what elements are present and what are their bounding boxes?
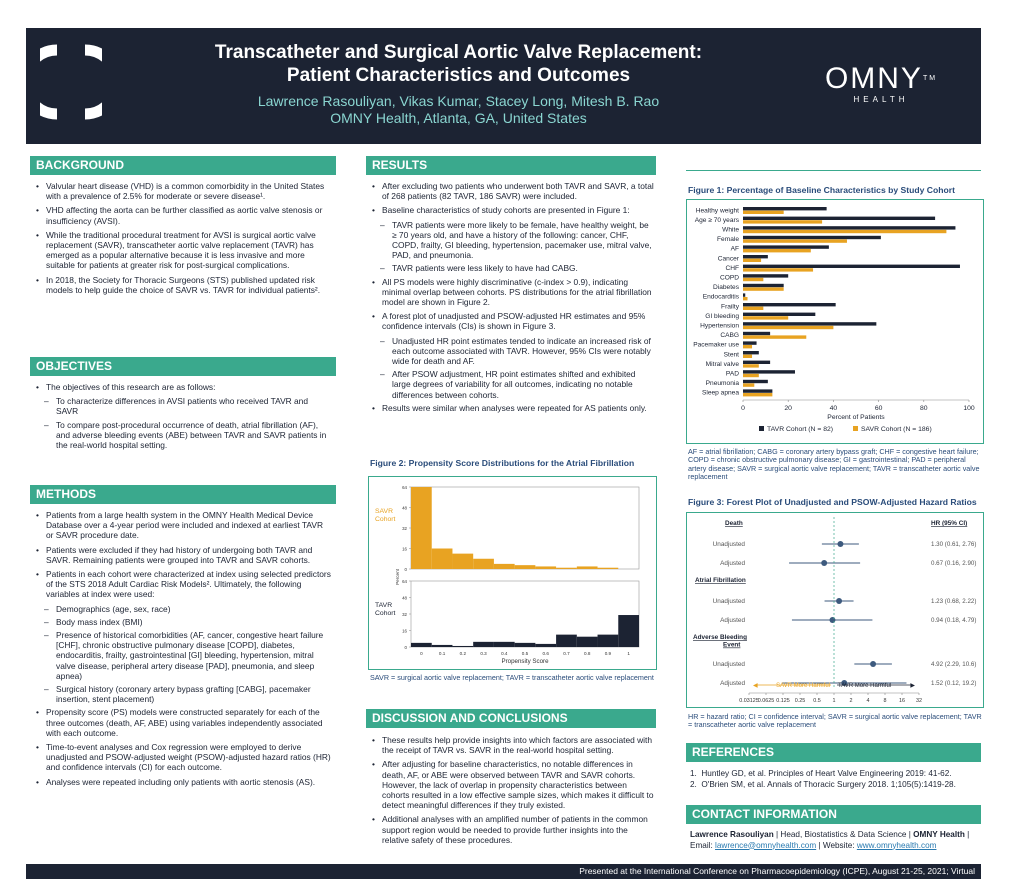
- tavr-histogram-bar: [556, 635, 577, 647]
- reference-item: 1. Huntley GD, et al. Principles of Heart Valve Engineering 2019: 41-62.: [690, 769, 952, 778]
- list-subitem: – Surgical history (coronary artery bypass grafting [CABG], pacemaker insertion, stent placement): [36, 684, 332, 704]
- tavr-bar: [743, 226, 955, 229]
- list-subitem: – To characterize differences in AVSI patients who received TAVR and SAVR: [36, 396, 332, 416]
- contact-org: OMNY Health: [913, 830, 965, 839]
- fig1-box: [686, 199, 984, 444]
- hr-point: [836, 598, 842, 604]
- list-item: • Patients were excluded if they had history of undergoing both TAVR and SAVR. Remaining patients were grouped into TAVR and SAVR cohorts.: [36, 545, 332, 565]
- hr-value: 0.67 (0.16, 2.90): [931, 560, 977, 567]
- footer-bar: Presented at the International Conference on Pharmacoepidemiology (ICPE), August 21-25, 2021; Virtual: [26, 864, 981, 879]
- y-tick-label: 0: [404, 566, 407, 572]
- fig3-caption: HR = hazard ratio; CI = confidence interval; SAVR = surgical aortic valve replacement; TAVR = transcatheter aortic valve replacement: [688, 712, 982, 730]
- savr-bar: [743, 239, 847, 242]
- fig1-title: Figure 1: Percentage of Baseline Characteristics by Study Cohort: [688, 185, 955, 195]
- x-tick-label: 0.2: [459, 651, 467, 656]
- y-tick-label: 32: [402, 525, 407, 531]
- row-label: Unadjusted: [712, 661, 745, 668]
- hr-column-header: HR (95% CI): [931, 520, 968, 527]
- x-tick-label: 16: [899, 698, 905, 704]
- x-axis-label: Percent of Patients: [827, 414, 885, 421]
- y-tick-label: 16: [402, 628, 407, 634]
- savr-bar: [743, 268, 813, 271]
- category-label: Mitral valve: [705, 360, 739, 368]
- tavr-histogram-bar: [618, 615, 639, 647]
- hr-value: 1.30 (0.61, 2.76): [931, 541, 977, 548]
- category-label: Healthy weight: [695, 207, 739, 215]
- y-tick-label: 64: [402, 484, 407, 490]
- x-tick-label: 1: [832, 698, 836, 704]
- savr-bar: [743, 249, 811, 252]
- list-subitem: – Presence of historical comorbidities (AF, cancer, congestive heart failure [CHF], chronic obstructive pulmonary disease [COPD], diabetes, endocarditis, frailty, gastrointestinal [GI] bleeding, hypertension, mitral valve disease, peripheral artery disease [PAD], pneumonia, and sleep apnea): [36, 630, 332, 681]
- tavr-bar: [743, 207, 827, 210]
- savr-histogram-bar: [411, 487, 432, 569]
- hr-point: [821, 560, 827, 566]
- category-label: Frailty: [721, 303, 739, 311]
- tavr-histogram-bar: [452, 646, 473, 647]
- savr-bar: [743, 259, 761, 262]
- savr-histogram-bar: [432, 549, 453, 570]
- contact-sep: |: [964, 830, 970, 839]
- list-item: • VHD affecting the aorta can be further classified as aortic valve stenosis or insufficiency (AVSI).: [36, 205, 332, 225]
- category-label: White: [722, 226, 739, 234]
- group-label: Death: [725, 520, 743, 527]
- savr-histogram-bar: [515, 565, 536, 569]
- omny-ring-logo: [40, 42, 102, 122]
- tavr-bar: [743, 265, 960, 268]
- savr-more-harmful: SAVR More Harmful: [776, 683, 830, 689]
- x-tick-label: 0.6: [542, 651, 549, 656]
- tavr-bar: [743, 293, 745, 296]
- fig3-title: Figure 3: Forest Plot of Unadjusted and PSOW-Adjusted Hazard Ratios: [688, 497, 977, 507]
- x-tick-label: 0.8: [583, 651, 591, 656]
- category-label: PAD: [725, 370, 739, 378]
- list-item: • Additional analyses with an amplified number of patients in the common support region would be needed to provide further insights into the relative safety of these procedures.: [372, 814, 654, 845]
- savr-bar: [743, 393, 772, 396]
- group-label: Adverse Bleeding: [693, 634, 747, 641]
- list-item: • Patients in each cohort were characterized at index using selected predictors of the STS 2018 Adult Cardiac Risk Models². Ultimately, the following variables at index were used:: [36, 569, 332, 600]
- y-tick-label: 0: [404, 644, 407, 650]
- category-label: CHF: [725, 264, 739, 272]
- x-tick-label: 100: [963, 405, 975, 412]
- hr-value: 1.52 (0.12, 19.2): [931, 680, 977, 687]
- row-label: Adjusted: [720, 617, 745, 624]
- panel-label-line2: Cohort: [375, 516, 396, 523]
- tavr-bar: [743, 284, 784, 287]
- title-line-2: Patient Characteristics and Outcomes: [286, 65, 631, 86]
- x-tick-label: 0.9: [604, 651, 612, 656]
- authors: Lawrence Rasouliyan, Vikas Kumar, Stacey Long, Mitesh B. Rao: [257, 93, 660, 109]
- x-tick-label: 32: [916, 698, 922, 704]
- category-label: CABG: [720, 332, 739, 340]
- savr-histogram-bar: [452, 554, 473, 569]
- x-tick-label: 0.7: [563, 651, 570, 656]
- savr-bar: [743, 307, 763, 310]
- discussion-heading: DISCUSSION AND CONCLUSIONS: [366, 709, 656, 728]
- hr-value: 1.23 (0.68, 2.22): [931, 598, 977, 605]
- website-link[interactable]: www.omnyhealth.com: [856, 840, 937, 850]
- contact-heading: CONTACT INFORMATION: [686, 805, 981, 824]
- reference-item: 2. O'Brien SM, et al. Annals of Thoracic Surgery 2018. 1;105(5):1419-28.: [690, 780, 956, 789]
- group-label: Atrial Fibrillation: [695, 577, 746, 584]
- list-item: • The objectives of this research are as follows:: [36, 382, 332, 392]
- brand-subtitle: HEALTH: [853, 95, 909, 104]
- tavr-histogram-bar: [432, 645, 453, 647]
- fig3-box: [686, 512, 984, 708]
- tavr-histogram-bar: [535, 644, 556, 647]
- list-item: • A forest plot of unadjusted and PSOW-adjusted HR estimates and 95% confidence intervals (CIs) is shown in Figure 3.: [372, 311, 654, 331]
- list-subitem: – After PSOW adjustment, HR point estimates shifted and exhibited large degrees of variability for all outcomes, indicating no notable differences between cohorts.: [372, 369, 654, 400]
- tavr-bar: [743, 351, 759, 354]
- legend-label-tavr: TAVR Cohort (N = 82): [767, 426, 834, 433]
- contact-role: | Head, Biostatistics & Data Science |: [773, 830, 914, 839]
- tavr-more-harmful: TAVR More Harmful: [838, 683, 892, 689]
- x-tick-label: 0.5: [521, 651, 529, 656]
- tavr-histogram-bar: [411, 643, 432, 647]
- references-list: [690, 768, 982, 790]
- list-item: • In 2018, the Society for Thoracic Surgeons (STS) published updated risk models to help guide the choice of SAVR vs. TAVR for individual patients².: [36, 275, 332, 295]
- title-line-1: Transcatheter and Surgical Aortic Valve Replacement:: [214, 42, 703, 63]
- x-axis-label: Propensity Score: [501, 658, 549, 665]
- poster-header: [26, 28, 981, 144]
- tavr-bar: [743, 303, 836, 306]
- category-label: Stent: [723, 351, 739, 359]
- omny-health-logo: [811, 64, 951, 104]
- tavr-arrow-head: ▶: [910, 683, 915, 689]
- methods-body: [36, 510, 332, 791]
- tavr-bar: [743, 380, 768, 383]
- background-list: [36, 181, 332, 295]
- savr-histogram-bar: [494, 564, 515, 569]
- category-label: Pneumonia: [705, 380, 739, 388]
- x-tick-label: 0: [420, 651, 423, 656]
- hr-point: [870, 661, 876, 667]
- references-heading: REFERENCES: [686, 743, 981, 762]
- savr-bar: [743, 287, 784, 290]
- discussion-body: [372, 735, 654, 849]
- row-label: Adjusted: [720, 680, 745, 687]
- x-tick-label: 0.3: [480, 651, 487, 656]
- category-label: Female: [717, 236, 739, 244]
- savr-bar: [743, 345, 752, 348]
- objectives-list: [36, 382, 332, 450]
- x-tick-label: 40: [829, 405, 838, 412]
- background-heading: BACKGROUND: [30, 156, 336, 175]
- category-label: Hypertension: [700, 322, 739, 330]
- tavr-histogram-bar: [515, 643, 536, 647]
- hr-value: 0.94 (0.18, 4.79): [931, 617, 977, 624]
- panel-label-line1: TAVR: [375, 602, 393, 609]
- list-item: • All PS models were highly discriminative (c-index > 0.9), indicating minimal overlap between cohorts. PS distributions for the atrial fibrillation model are shown in Figure 2.: [372, 277, 654, 308]
- tavr-bar: [743, 370, 795, 373]
- x-tick-label: 60: [874, 405, 883, 412]
- column3-divider: [686, 170, 981, 171]
- hr-value: 4.92 (2.29, 10.6): [931, 661, 977, 668]
- list-subitem: – Demographics (age, sex, race): [36, 604, 332, 614]
- poster-title: [136, 41, 781, 87]
- background-body: [36, 181, 332, 299]
- x-tick-label: 0: [741, 405, 745, 412]
- methods-heading: METHODS: [30, 485, 336, 504]
- brand-trademark: TM: [922, 75, 938, 82]
- savr-bar: [743, 326, 833, 329]
- discussion-list: [372, 735, 654, 845]
- category-label: Age ≥ 70 years: [694, 216, 739, 224]
- x-tick-label: 80: [920, 405, 928, 412]
- propensity-histogram: [369, 477, 656, 669]
- category-label: AF: [730, 245, 739, 253]
- affiliation: OMNY Health, Atlanta, GA, United States: [330, 110, 587, 126]
- results-list: [372, 181, 654, 413]
- forest-plot: [687, 513, 983, 707]
- list-item: • Propensity score (PS) models were constructed separately for each of the three outcomes (death, AF, ABE) using variables independently associated with each outcome.: [36, 707, 332, 738]
- list-item: • Patients from a large health system in the OMNY Health Medical Device Database over a 4-year period were included and indexed at earliest TAVR or SAVR procedure date.: [36, 510, 332, 541]
- legend-label-savr: SAVR Cohort (N = 186): [861, 426, 932, 433]
- savr-histogram-bar: [473, 559, 494, 569]
- list-item: • These results help provide insights into which factors are associated with the receipt of TAVR vs. SAVR in the real-world hospital setting.: [372, 735, 654, 755]
- list-subitem: – Unadjusted HR point estimates tended to indicate an increased risk of each outcome associated with TAVR. However, 95% CIs were notably wide for death and AF.: [372, 336, 654, 367]
- y-tick-label: 32: [402, 611, 407, 617]
- baseline-bar-chart: [687, 200, 983, 443]
- tavr-bar: [743, 313, 815, 316]
- tavr-bar: [743, 274, 788, 277]
- x-tick-label: 0.4: [501, 651, 508, 656]
- category-label: COPD: [719, 274, 739, 282]
- results-body: [372, 181, 654, 417]
- list-item: • After adjusting for baseline characteristics, no notable differences in death, AF, or ABE were observed between TAVR and SAVR cohorts. However, the lack of overlap in propensity characteristics between cohorts resulted in a low effective sample sizes, which makes it difficult to detect meaningful differences if they truly existed.: [372, 759, 654, 810]
- fig2-caption: SAVR = surgical aortic valve replacement; TAVR = transcatheter aortic valve replacement: [370, 673, 654, 682]
- list-item: • Valvular heart disease (VHD) is a common comorbidity in the United States with a prevalence of 2.5% for moderate or severe disease¹.: [36, 181, 332, 201]
- y-tick-label: 64: [402, 578, 407, 584]
- legend-swatch-tavr: [759, 426, 764, 431]
- objectives-heading: OBJECTIVES: [30, 357, 336, 376]
- savr-bar: [743, 211, 784, 214]
- x-tick-label: 2: [849, 698, 853, 704]
- list-item: • Baseline characteristics of study cohorts are presented in Figure 1:: [372, 205, 654, 215]
- x-tick-label: 0.1: [438, 651, 446, 656]
- category-label: GI bleeding: [705, 312, 739, 320]
- savr-histogram-bar: [577, 566, 598, 569]
- group-label-line2: Event: [723, 641, 741, 649]
- tavr-histogram-bar: [494, 642, 515, 647]
- tavr-bar: [743, 245, 829, 248]
- x-tick-label: 4: [866, 698, 870, 704]
- legend-swatch-savr: [853, 426, 858, 431]
- savr-bar: [743, 230, 946, 233]
- list-subitem: – TAVR patients were less likely to have had CABG.: [372, 263, 654, 273]
- x-tick-label: 0.5: [813, 698, 821, 704]
- results-heading: RESULTS: [366, 156, 656, 175]
- tavr-bar: [743, 332, 770, 335]
- savr-histogram-bar: [535, 566, 556, 569]
- fig1-caption: AF = atrial fibrillation; CABG = coronary artery bypass graft; CHF = congestive heart failure; COPD = chronic obstructive pulmonary disease; GI = gastrointestinal; PAD = peripheral artery disease; SAVR = surgical aortic valve replacement; TAVR = transcatheter aortic valve replacement: [688, 447, 980, 482]
- tavr-histogram-bar: [473, 642, 494, 647]
- list-item: • While the traditional procedural treatment for AVSI is surgical aortic valve replacement (SAVR), transcatheter aortic valve replacement (TAVR) has emerged as a popular alternative because it is less invasive and more suitable for patients at greater risk for post-surgical complications.: [36, 230, 332, 271]
- fig2-box: [368, 476, 657, 670]
- tavr-histogram-bar: [577, 637, 598, 647]
- y-tick-label: 48: [402, 505, 407, 511]
- x-tick-label: 0.25: [794, 698, 806, 704]
- savr-bar: [743, 374, 759, 377]
- y-axis-label: Percent: [395, 569, 400, 585]
- tavr-bar: [743, 236, 881, 239]
- category-label: Cancer: [717, 255, 739, 263]
- hr-point: [829, 617, 835, 623]
- tavr-bar: [743, 361, 770, 364]
- tavr-histogram-bar: [598, 635, 619, 647]
- category-label: Pacemaker use: [693, 341, 739, 349]
- fig2-title: Figure 2: Propensity Score Distributions for the Atrial Fibrillation: [370, 458, 635, 468]
- savr-bar: [743, 278, 763, 281]
- list-subitem: – To compare post-procedural occurrence of death, atrial fibrillation (AF), and adverse bleeding events (ABE) between TAVR and SAVR patients in the real-world hospital setting.: [36, 420, 332, 451]
- hr-point: [837, 541, 843, 547]
- row-label: Adjusted: [720, 560, 745, 567]
- row-label: Unadjusted: [712, 598, 745, 605]
- list-item: • Analyses were repeated including only patients with aortic stenosis (AS).: [36, 777, 332, 787]
- author-block: [136, 93, 781, 127]
- email-link[interactable]: lawrence@omnyhealth.com: [715, 840, 817, 850]
- x-tick-label: 20: [784, 405, 792, 412]
- website-label: | Website:: [816, 840, 857, 850]
- savr-histogram-bar: [598, 568, 619, 569]
- x-tick-label: 0.0625: [757, 698, 775, 704]
- savr-bar: [743, 335, 806, 338]
- panel-label-line2: Cohort: [375, 610, 396, 617]
- email-label: Email:: [690, 840, 716, 850]
- contact-name: Lawrence Rasouliyan: [690, 830, 774, 839]
- x-tick-label: 1: [627, 651, 630, 656]
- list-item: • After excluding two patients who underwent both TAVR and SAVR, a total of 268 patients (82 TAVR, 186 SAVR) were included.: [372, 181, 654, 201]
- tavr-bar: [743, 322, 876, 325]
- tavr-bar: [743, 217, 935, 220]
- y-tick-label: 16: [402, 546, 407, 552]
- list-subitem: – TAVR patients were more likely to be female, have healthy weight, be ≥ 70 years old, and have a history of the following: cancer, CHF, COPD, frailty, GI bleeding, hypertension, pacemaker use, mitral valve, PAD, and pneumonia.: [372, 220, 654, 261]
- savr-bar: [743, 316, 788, 319]
- savr-bar: [743, 297, 748, 300]
- reference-text: O'Brien SM, et al. Annals of Thoracic Surgery 2018. 1;105(5):1419-28.: [701, 780, 956, 789]
- tavr-bar: [743, 389, 772, 392]
- objectives-body: [36, 382, 332, 453]
- list-item: • Time-to-event analyses and Cox regression were employed to derive unadjusted and PSOW-adjusted weight (PSOW)-adjusted hazard ratios (HR) and confidence intervals (CI) for each outcome.: [36, 742, 332, 773]
- category-label: Sleep apnea: [701, 389, 739, 397]
- methods-list: [36, 510, 332, 787]
- row-label: Unadjusted: [712, 541, 745, 548]
- savr-bar: [743, 355, 752, 358]
- category-label: Diabetes: [712, 284, 739, 292]
- x-tick-label: 8: [883, 698, 887, 704]
- savr-bar: [743, 220, 822, 223]
- list-subitem: – Body mass index (BMI): [36, 617, 332, 627]
- panel-label-line1: SAVR: [375, 508, 394, 515]
- contact-block: [690, 830, 982, 851]
- savr-histogram-bar: [556, 568, 577, 569]
- tavr-bar: [743, 255, 768, 258]
- savr-bar: [743, 364, 759, 367]
- reference-text: Huntley GD, et al. Principles of Heart Valve Engineering 2019: 41-62.: [701, 769, 952, 778]
- savr-bar: [743, 383, 754, 386]
- y-tick-label: 48: [402, 595, 407, 601]
- category-label: Endocarditis: [702, 293, 739, 301]
- x-tick-label: 0.125: [776, 698, 790, 704]
- tavr-bar: [743, 341, 757, 344]
- brand-word: OMNY: [824, 62, 923, 95]
- savr-arrow-head: ◀: [753, 683, 758, 689]
- list-item: • Results were similar when analyses were repeated for AS patients only.: [372, 403, 654, 413]
- x-tick-label: 0.03125: [739, 698, 759, 704]
